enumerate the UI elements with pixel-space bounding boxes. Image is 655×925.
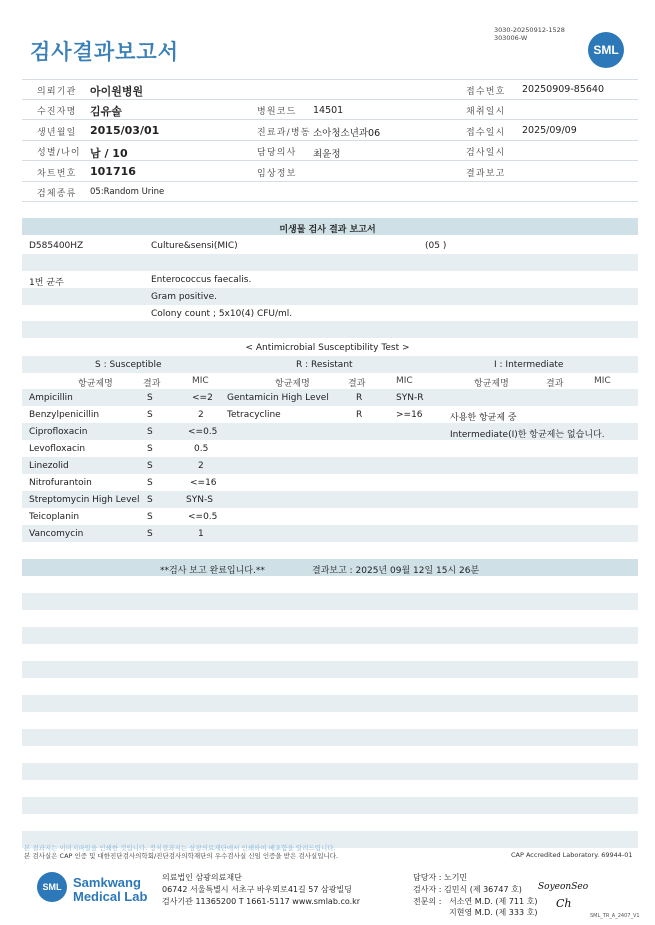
table-row-mic: <=0.5 (188, 427, 218, 437)
brand-name-line1: Samkwang (73, 875, 141, 890)
table-row-drug: Teicoplanin (29, 512, 80, 522)
intermediate-note-1: 사용한 항균제 중 (450, 413, 517, 423)
col-header-mic-i: MIC (594, 376, 611, 386)
table-row-mic: >=16 (396, 410, 423, 420)
col-header-result-i: 결과 (546, 379, 564, 389)
specialist-1: 서소연 M.D. (제 711 호) (449, 897, 538, 906)
document-id: 3030-20250912-1528 (494, 26, 565, 34)
patient-name-value: 김유솔 (90, 105, 122, 118)
table-row-mic: <=16 (190, 478, 217, 488)
table-row-drug: Levofloxacin (29, 444, 86, 454)
table-row-result: S (147, 478, 153, 488)
department-label: 진료과/병동 (257, 128, 311, 138)
clinical-info-label: 임상정보 (257, 169, 297, 179)
hospital-code-label: 병원코드 (257, 107, 297, 117)
requesting-org-label: 의뢰기관 (37, 87, 77, 97)
table-row-drug: Nitrofurantoin (29, 478, 92, 488)
col-header-drug-s: 항균제명 (78, 379, 113, 389)
table-row-result: S (147, 461, 153, 471)
examiner-name: 검사자 : 김민식 (제 36747 호) (413, 885, 522, 894)
table-row-drug: Gentamicin High Level (227, 393, 329, 403)
receipt-date-label: 접수일시 (466, 128, 506, 138)
col-header-result-s: 결과 (143, 379, 161, 389)
col-header-result-r: 결과 (348, 379, 366, 389)
specialist-2: 지현영 M.D. (제 333 호) (449, 908, 538, 917)
ast-title: < Antimicrobial Susceptibility Test > (245, 343, 410, 353)
sex-age-label: 성별/나이 (37, 148, 81, 158)
receipt-date-value: 2025/09/09 (522, 125, 577, 136)
col-header-mic-s: MIC (192, 376, 209, 386)
table-row-mic: <=0.5 (188, 512, 218, 522)
doctor-label: 담당의사 (257, 148, 297, 158)
organism-name: Enterococcus faecalis. (151, 275, 252, 285)
table-row-drug: Benzylpenicillin (29, 410, 100, 420)
department-value: 소아청소년과06 (313, 128, 381, 139)
sml-logo-icon: SML (588, 32, 624, 68)
test-date-label: 검사일시 (466, 148, 506, 158)
birth-date-value: 2015/03/01 (90, 124, 160, 137)
table-row-result: S (147, 393, 153, 403)
table-row-drug: Ciprofloxacin (29, 427, 88, 437)
signature-examiner: SoyeonSeo (538, 882, 589, 892)
table-row-result: S (147, 495, 153, 505)
hospital-code-value: 14501 (313, 105, 344, 116)
receipt-no-value: 20250909-85640 (522, 84, 605, 95)
table-row-mic: SYN-R (396, 393, 424, 403)
table-row-mic: <=2 (192, 393, 213, 403)
micro-section-title: 미생물 검사 결과 보고서 (279, 225, 376, 235)
table-row-drug: Ampicillin (29, 393, 73, 403)
table-row-result: S (147, 427, 153, 437)
table-row-mic: 2 (198, 410, 204, 420)
page-title: 검사결과보고서 (30, 40, 180, 64)
table-row-drug: Tetracycline (227, 410, 281, 420)
legend-intermediate: I : Intermediate (494, 360, 564, 370)
table-row-mic: 2 (198, 461, 204, 471)
foundation-address: 06742 서울특별시 서초구 바우뫼로41길 57 삼광빌딩 (162, 885, 352, 894)
patient-name-label: 수진자명 (37, 107, 77, 117)
test-code: D585400HZ (29, 241, 84, 251)
table-row-drug: Streptomycin High Level (29, 495, 140, 505)
result-report-label: 결과보고 (466, 169, 506, 179)
table-row-drug: Linezolid (29, 461, 69, 471)
receipt-no-label: 접수번호 (466, 87, 506, 97)
completion-message: **검사 보고 완료입니다.** (160, 566, 265, 576)
collection-date-label: 채취일시 (466, 107, 506, 117)
form-code: SML_TR_A_2407_V1 (590, 913, 640, 919)
accreditation-notice: 본 검사실은 CAP 인증 및 대한진단검사의학회/진단검사의학재단의 우수검사실 신임 인증을 받은 검사실입니다. (24, 852, 339, 860)
table-row-result: R (356, 393, 363, 403)
manager-name: 담당자 : 노기민 (413, 873, 468, 882)
col-header-mic-r: MIC (396, 376, 413, 386)
test-name: Culture&sensi(MIC) (151, 241, 238, 251)
document-sub-id: 303006-W (494, 34, 528, 42)
signature-specialist: Ch (556, 897, 572, 910)
foundation-contact: 검사기관 11365200 T 1661-5117 www.smlab.co.kr (162, 897, 361, 906)
table-row-result: S (147, 529, 153, 539)
specimen-label: 검체종류 (37, 189, 77, 199)
doctor-value: 최윤정 (313, 149, 341, 160)
organism-colony-count: Colony count ; 5x10(4) CFU/ml. (151, 309, 293, 319)
table-row-mic: 1 (198, 529, 204, 539)
legend-susceptible: S : Susceptible (95, 360, 162, 370)
image-print-notice: 본 결과지는 이미지파일을 인쇄한 것입니다. 정식결과지는 삼광의료재단에서 인쇄하여 배포함을 알려드립니다. (24, 844, 336, 852)
table-row-result: S (147, 410, 153, 420)
col-header-drug-r: 항균제명 (275, 379, 310, 389)
birth-date-label: 생년월일 (37, 128, 77, 138)
samkwang-logo-icon: SML (37, 872, 67, 902)
table-row-result: R (356, 410, 363, 420)
legend-resistant: R : Resistant (296, 360, 353, 370)
table-row-result: S (147, 512, 153, 522)
test-number: (05 ) (425, 241, 447, 251)
brand-name-line2: Medical Lab (73, 889, 148, 904)
foundation-name: 의료법인 삼광의료재단 (162, 873, 242, 882)
col-header-drug-i: 항균제명 (474, 379, 509, 389)
intermediate-note-2: Intermediate(I)한 항균제는 없습니다. (450, 430, 605, 440)
sex-age-value: 남 / 10 (90, 147, 128, 160)
chart-no-label: 차트번호 (37, 169, 77, 179)
report-time: 결과보고 : 2025년 09월 12일 15시 26분 (312, 566, 480, 576)
specimen-value: 05:Random Urine (90, 187, 165, 197)
table-row-drug: Vancomycin (29, 529, 84, 539)
cap-accreditation: CAP Accredited Laboratory. 69944-01 (511, 851, 633, 859)
requesting-org-value: 아이원병원 (90, 85, 144, 98)
table-row-result: S (147, 444, 153, 454)
table-row-mic: SYN-S (186, 495, 213, 505)
organism-gram: Gram positive. (151, 292, 217, 302)
chart-no-value: 101716 (90, 165, 136, 178)
specialist-label: 전문의 : (413, 897, 442, 906)
organism-label: 1번 균주 (29, 278, 64, 288)
table-row-mic: 0.5 (194, 444, 209, 454)
